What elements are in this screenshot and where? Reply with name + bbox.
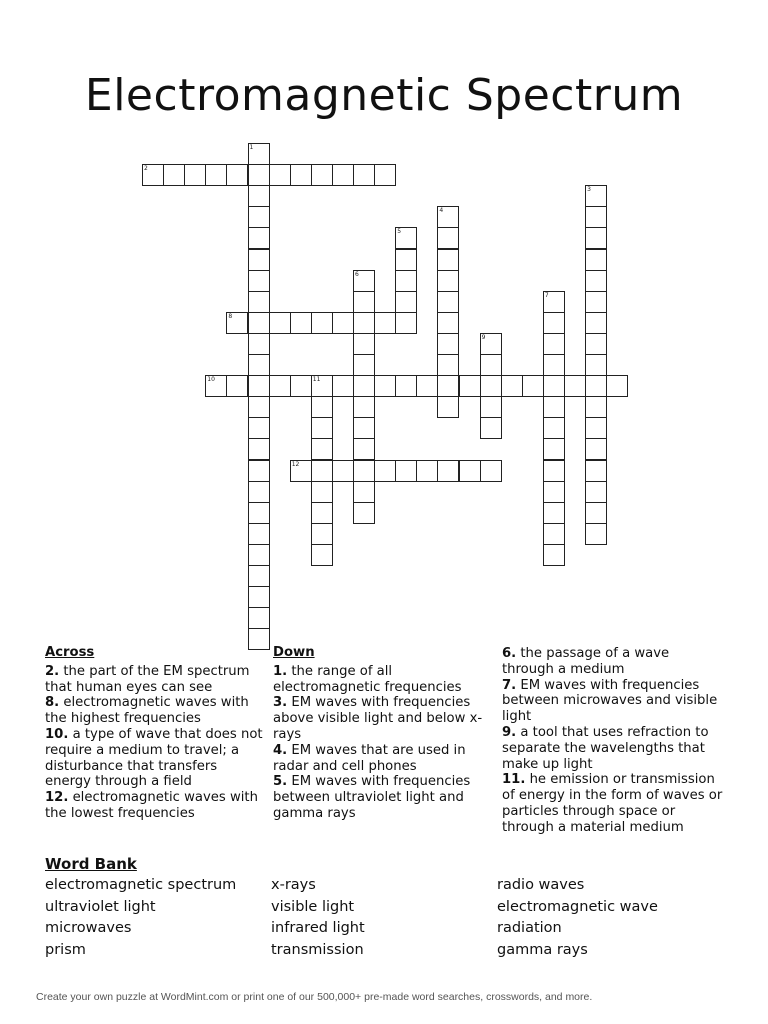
crossword-cell[interactable] <box>585 417 607 439</box>
crossword-cell[interactable] <box>522 375 544 397</box>
word-bank-item: infrared light <box>271 920 365 936</box>
clue-text: EM waves with frequencies between ultraviolet light and gamma rays <box>273 774 471 821</box>
clue-number: 11. <box>502 772 526 788</box>
crossword-cell[interactable] <box>311 417 333 439</box>
crossword-cell[interactable] <box>248 227 270 249</box>
crossword-cell[interactable] <box>353 460 375 482</box>
clue-text: a tool that uses refraction to separate the wavelengths that make up light <box>502 724 709 772</box>
crossword-cell[interactable] <box>353 291 375 313</box>
crossword-cell[interactable] <box>585 333 607 355</box>
crossword-cell[interactable] <box>332 312 354 334</box>
clue-across-8 <box>45 695 267 727</box>
crossword-cell[interactable] <box>437 249 459 271</box>
crossword-cell[interactable] <box>290 460 312 482</box>
crossword-cell[interactable] <box>353 502 375 524</box>
crossword-cell[interactable] <box>585 291 607 313</box>
crossword-cell[interactable] <box>416 460 438 482</box>
crossword-cell[interactable] <box>332 375 354 397</box>
crossword-cell[interactable] <box>395 312 417 334</box>
crossword-cell[interactable] <box>142 164 164 186</box>
crossword-cell[interactable] <box>543 438 565 460</box>
clue-number: 5. <box>273 774 288 790</box>
crossword-cell[interactable] <box>248 143 270 165</box>
crossword-cell[interactable] <box>205 164 227 186</box>
crossword-cell[interactable] <box>437 460 459 482</box>
page-title: Electromagnetic Spectrum <box>84 70 684 121</box>
clue-number-label: 4 <box>439 207 444 215</box>
word-bank-item: electromagnetic wave <box>497 898 658 915</box>
clue-number-label: 7 <box>544 291 549 299</box>
crossword-cell[interactable] <box>353 481 375 503</box>
clue-text: electromagnetic waves with the lowest frequencies <box>45 790 258 821</box>
crossword-cell[interactable] <box>248 481 270 503</box>
clue-number: 4. <box>273 742 288 758</box>
clue-down-5 <box>273 774 495 821</box>
crossword-cell[interactable] <box>374 312 396 334</box>
crossword-cell[interactable] <box>248 586 270 608</box>
crossword-cell[interactable] <box>311 396 333 418</box>
clue-text: electromagnetic waves with the highest frequencies <box>45 695 249 727</box>
crossword-cell[interactable] <box>290 375 312 397</box>
word-bank-item: visible light <box>271 898 355 915</box>
crossword-cell[interactable] <box>501 375 523 397</box>
clue-number-label: 11 <box>312 376 321 384</box>
crossword-cell[interactable] <box>248 375 270 397</box>
clue-down-6 <box>502 646 724 678</box>
word-bank-item: radio waves <box>497 877 585 893</box>
crossword-cell[interactable] <box>437 291 459 313</box>
crossword-cell[interactable] <box>311 481 333 503</box>
crossword-cell[interactable] <box>374 460 396 482</box>
crossword-cell[interactable] <box>374 164 396 186</box>
clue-number: 8. <box>45 695 60 711</box>
crossword-cell[interactable] <box>606 375 628 397</box>
crossword-cell[interactable] <box>374 375 396 397</box>
crossword-cell[interactable] <box>543 375 565 397</box>
crossword-cell[interactable] <box>543 544 565 566</box>
crossword-cell[interactable] <box>585 481 607 503</box>
crossword-cell[interactable] <box>353 164 375 186</box>
clue-text: he emission or transmission of energy in the form of waves or particles through space or through a material medium <box>502 772 723 835</box>
down-clues-continued <box>502 646 724 836</box>
crossword-cell[interactable] <box>543 523 565 545</box>
crossword-cell[interactable] <box>395 270 417 292</box>
clue-text: a type of wave that does not require a medium to travel; a disturbance that transfers energy through a field <box>45 726 263 790</box>
crossword-cell[interactable] <box>290 164 312 186</box>
crossword-cell[interactable] <box>248 438 270 460</box>
crossword-cell[interactable] <box>248 396 270 418</box>
clue-down-4 <box>273 743 495 775</box>
crossword-cell[interactable] <box>543 417 565 439</box>
crossword-cell[interactable] <box>353 396 375 418</box>
clue-number: 9. <box>502 724 517 740</box>
crossword-cell[interactable] <box>585 249 607 271</box>
word-bank-heading: Word Bank <box>45 855 137 873</box>
clue-text: the passage of a wave through a medium <box>502 646 670 677</box>
crossword-cell[interactable] <box>585 460 607 482</box>
crossword-cell[interactable] <box>269 375 291 397</box>
crossword-cell[interactable] <box>353 354 375 376</box>
clue-number-label: 8 <box>228 312 233 320</box>
crossword-cell[interactable] <box>353 438 375 460</box>
clue-number: 10. <box>45 726 69 742</box>
clue-text: EM waves with frequencies between microwaves and visible light <box>502 677 718 725</box>
crossword-cell[interactable] <box>585 354 607 376</box>
down-heading: Down <box>273 645 315 660</box>
clue-down-11 <box>502 772 724 835</box>
clue-number-label: 6 <box>355 270 359 278</box>
crossword-cell[interactable] <box>543 502 565 524</box>
crossword-cell[interactable] <box>311 544 333 566</box>
crossword-cell[interactable] <box>480 396 502 418</box>
word-bank-item: ultraviolet light <box>45 898 156 915</box>
crossword-cell[interactable] <box>395 227 417 249</box>
crossword-cell[interactable] <box>543 481 565 503</box>
crossword-cell[interactable] <box>269 164 291 186</box>
word-bank <box>45 876 735 960</box>
crossword-cell[interactable] <box>248 164 270 186</box>
crossword-cell[interactable] <box>184 164 206 186</box>
clue-text: the range of all electromagnetic frequencies <box>273 663 462 695</box>
crossword-cell[interactable] <box>248 607 270 629</box>
clue-number-label: 12 <box>291 460 300 468</box>
crossword-cell[interactable] <box>437 333 459 355</box>
crossword-cell[interactable] <box>311 164 333 186</box>
crossword-cell[interactable] <box>395 460 417 482</box>
crossword-cell[interactable] <box>205 375 227 397</box>
crossword-cell[interactable] <box>248 249 270 271</box>
crossword-cell[interactable] <box>543 396 565 418</box>
crossword-cell[interactable] <box>353 270 375 292</box>
crossword-cell[interactable] <box>543 291 565 313</box>
crossword-cell[interactable] <box>248 523 270 545</box>
clue-number-label: 10 <box>207 376 215 384</box>
crossword-cell[interactable] <box>248 565 270 587</box>
crossword-cell[interactable] <box>480 333 502 355</box>
crossword-cell[interactable] <box>437 206 459 228</box>
clue-across-10 <box>45 727 267 790</box>
crossword-cell[interactable] <box>353 333 375 355</box>
crossword-cell[interactable] <box>543 354 565 376</box>
clue-number: 3. <box>273 695 288 711</box>
crossword-cell[interactable] <box>585 523 607 545</box>
crossword-cell[interactable] <box>290 312 312 334</box>
crossword-cell[interactable] <box>248 312 270 334</box>
crossword-cell[interactable] <box>395 375 417 397</box>
across-heading: Across <box>45 645 95 660</box>
crossword-cell[interactable] <box>395 249 417 271</box>
crossword-cell[interactable] <box>585 375 607 397</box>
crossword-cell[interactable] <box>543 333 565 355</box>
word-bank-item: microwaves <box>45 920 132 936</box>
clue-down-1 <box>273 664 495 696</box>
across-clues <box>45 645 267 822</box>
crossword-cell[interactable] <box>248 291 270 313</box>
clue-text: EM waves with frequencies above visible light and below x-rays <box>273 695 483 742</box>
clue-number: 6. <box>502 646 517 661</box>
crossword-cell[interactable] <box>353 375 375 397</box>
crossword-cell[interactable] <box>437 312 459 334</box>
crossword-cell[interactable] <box>248 417 270 439</box>
crossword-cell[interactable] <box>585 502 607 524</box>
crossword-cell[interactable] <box>459 375 481 397</box>
crossword-cell[interactable] <box>437 375 459 397</box>
crossword-cell[interactable] <box>480 417 502 439</box>
crossword-cell[interactable] <box>543 312 565 334</box>
crossword-cell[interactable] <box>248 270 270 292</box>
clue-number-label: 5 <box>397 228 402 236</box>
crossword-cell[interactable] <box>248 502 270 524</box>
crossword-cell[interactable] <box>311 502 333 524</box>
clue-across-12 <box>45 790 267 822</box>
crossword-cell[interactable] <box>311 523 333 545</box>
crossword-cell[interactable] <box>353 312 375 334</box>
crossword-cell[interactable] <box>416 375 438 397</box>
crossword-cell[interactable] <box>163 164 185 186</box>
clue-text: the part of the EM spectrum that human eyes can see <box>45 663 250 695</box>
crossword-cell[interactable] <box>480 354 502 376</box>
clue-across-2 <box>45 664 267 696</box>
crossword-cell[interactable] <box>226 312 248 334</box>
crossword-cell[interactable] <box>248 354 270 376</box>
crossword-cell[interactable] <box>585 438 607 460</box>
crossword-cell[interactable] <box>248 333 270 355</box>
crossword-cell[interactable] <box>311 375 333 397</box>
crossword-cell[interactable] <box>248 206 270 228</box>
word-bank-item: gamma rays <box>497 941 588 958</box>
crossword-cell[interactable] <box>226 375 248 397</box>
crossword-cell[interactable] <box>585 396 607 418</box>
crossword-cell[interactable] <box>248 544 270 566</box>
clue-number-label: 9 <box>481 333 486 341</box>
crossword-cell[interactable] <box>395 291 417 313</box>
crossword-cell[interactable] <box>585 270 607 292</box>
word-bank-item: electromagnetic spectrum <box>45 877 237 893</box>
crossword-cell[interactable] <box>248 185 270 207</box>
word-bank-item: x-rays <box>271 877 316 893</box>
word-bank-item: transmission <box>271 941 364 958</box>
clue-number-label: 1 <box>249 144 254 151</box>
crossword-cell[interactable] <box>353 417 375 439</box>
clue-down-7 <box>502 678 724 725</box>
crossword-cell[interactable] <box>437 227 459 249</box>
crossword-cell[interactable] <box>311 312 333 334</box>
footer-text: Create your own puzzle at WordMint.com or print one of our 500,000+ pre-made word searches, crosswords, and more. <box>36 991 593 1003</box>
clue-down-3 <box>273 695 495 742</box>
crossword-cell[interactable] <box>269 312 291 334</box>
clue-number-label: 2 <box>144 165 148 173</box>
crossword-cell[interactable] <box>459 460 481 482</box>
crossword-cell[interactable] <box>248 460 270 482</box>
clue-number: 1. <box>273 663 288 679</box>
crossword-cell[interactable] <box>332 460 354 482</box>
crossword-cell[interactable] <box>437 270 459 292</box>
crossword-cell[interactable] <box>480 460 502 482</box>
crossword-cell[interactable] <box>543 460 565 482</box>
clue-number-label: 3 <box>587 186 591 194</box>
word-bank-item: radiation <box>497 920 562 936</box>
crossword-cell[interactable] <box>332 164 354 186</box>
crossword-cell[interactable] <box>564 375 586 397</box>
crossword-cell[interactable] <box>437 396 459 418</box>
crossword-cell[interactable] <box>311 438 333 460</box>
clue-number: 12. <box>45 790 69 806</box>
crossword-cell[interactable] <box>226 164 248 186</box>
word-bank-item: prism <box>45 941 86 958</box>
clue-down-9 <box>502 725 724 772</box>
clue-number: 2. <box>45 663 60 679</box>
crossword-cell[interactable] <box>437 354 459 376</box>
crossword-cell[interactable] <box>585 227 607 249</box>
crossword-cell[interactable] <box>585 185 607 207</box>
clue-number: 7. <box>502 677 517 693</box>
crossword-cell[interactable] <box>585 206 607 228</box>
crossword-cell[interactable] <box>585 312 607 334</box>
down-clues <box>273 645 495 822</box>
clue-text: EM waves that are used in radar and cell phones <box>273 742 466 774</box>
crossword-cell[interactable] <box>311 460 333 482</box>
crossword-cell[interactable] <box>480 375 502 397</box>
